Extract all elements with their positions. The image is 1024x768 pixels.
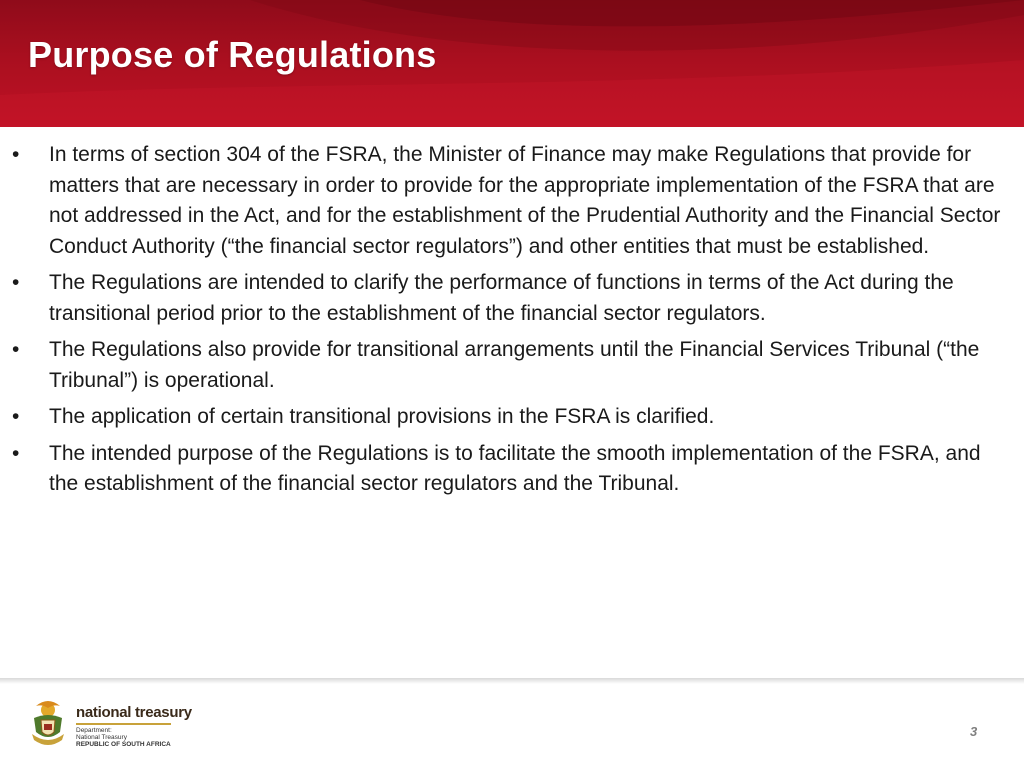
slide-title: Purpose of Regulations	[28, 34, 437, 75]
bullet-text: The Regulations also provide for transitional arrangements until the Financial Services Tribunal (“the Tribunal”) is operational.	[49, 338, 980, 392]
page-number: 3	[970, 724, 978, 739]
bullet-icon: •	[12, 405, 20, 428]
bullet-text: The intended purpose of the Regulations is to facilitate the smooth implementation of the FSRA, and the establishment of the financial sector regulators and the Tribunal.	[49, 441, 981, 495]
brand-sub-line: National Treasury	[76, 734, 127, 741]
coat-of-arms-icon	[28, 698, 68, 752]
bullet-item	[0, 140, 1010, 262]
bullet-text: In terms of section 304 of the FSRA, the Minister of Finance may make Regulations that provide for matters that are necessary in order to provide for the appropriate implementation of the FSRA that are not addressed in the Act, and for the establishment of the Prudential Authority and the Financial Sector Conduct Authority (“the financial sector regulators”) and other entities that must be established.	[49, 143, 1001, 258]
bullet-item	[0, 335, 1010, 396]
brand-sub-line: REPUBLIC OF SOUTH AFRICA	[76, 741, 171, 748]
bullet-text: The application of certain transitional provisions in the FSRA is clarified.	[49, 405, 715, 428]
brand-name: national treasury	[76, 704, 192, 721]
bullet-icon: •	[12, 338, 20, 361]
bullet-icon: •	[12, 271, 20, 294]
bullet-icon: •	[12, 441, 20, 465]
bullet-text: The Regulations are intended to clarify the performance of functions in terms of the Act during the transitional period prior to the establishment of the financial sector regulators.	[49, 271, 954, 325]
footer-divider	[0, 678, 1024, 684]
bullet-item	[0, 439, 1010, 500]
brand-sub-line: Department:	[76, 727, 112, 734]
bullet-item	[0, 268, 1010, 329]
brand-underline	[76, 723, 171, 725]
bullet-icon: •	[12, 143, 20, 166]
bullet-list	[0, 140, 1010, 506]
slide-header	[0, 0, 1024, 127]
bullet-item	[0, 402, 1010, 433]
